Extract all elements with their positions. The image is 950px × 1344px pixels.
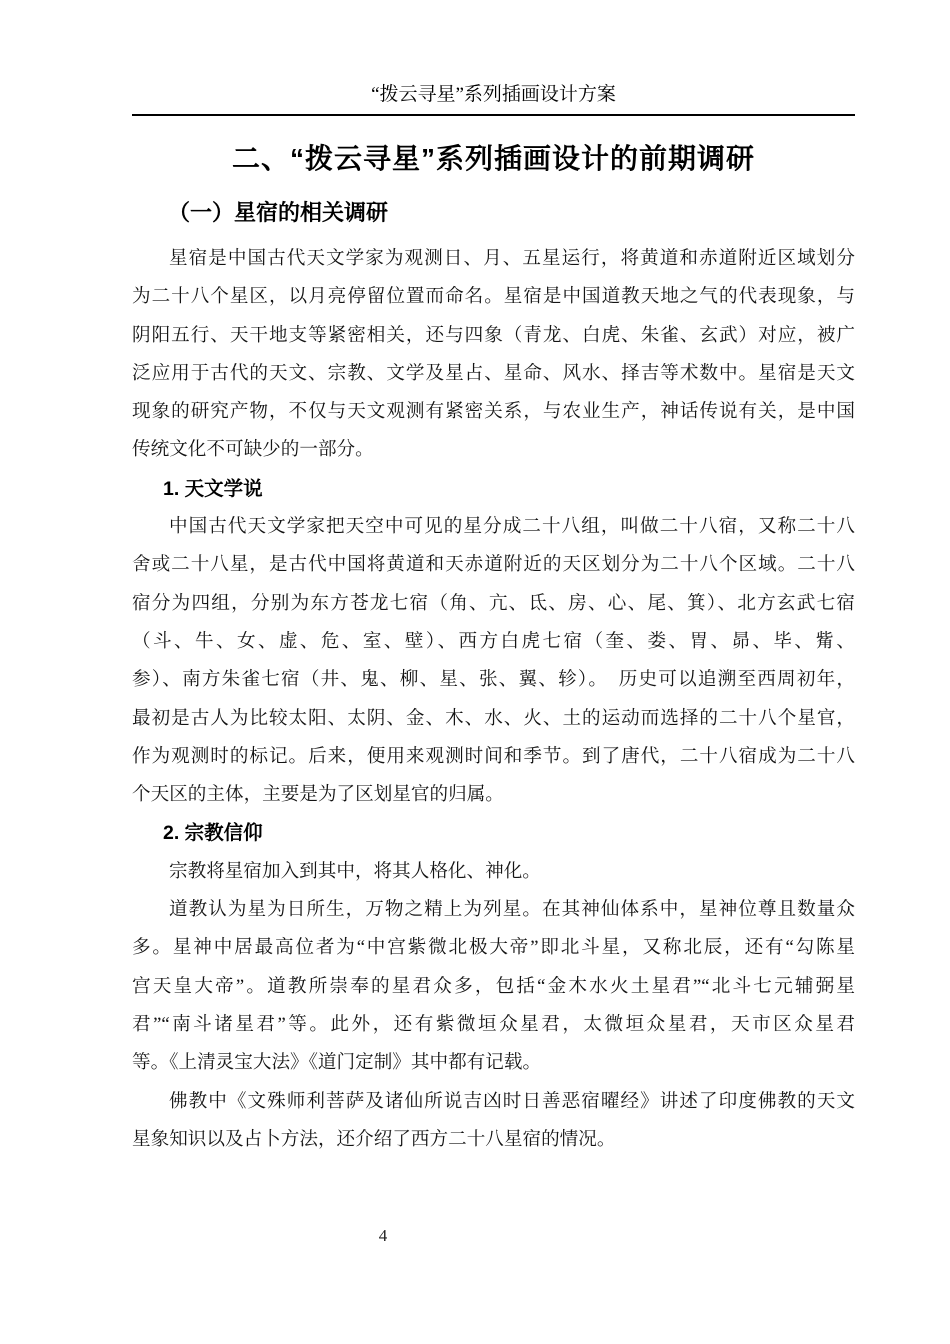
body-line: 道教认为星为日所生，万物之精上为列星。在其神仙体系中，星神位尊且数量众 (169, 899, 855, 921)
body-line: 君”“南斗诸星君”等。此外，还有紫微垣众星君，太微垣众星君，天市区众星君 (132, 1013, 855, 1035)
body-line: 等。《上清灵宝大法》《道门定制》其中都有记载。 (132, 1052, 542, 1074)
page-title: 二、“拨云寻星”系列插画设计的前期调研 (231, 143, 755, 174)
body-line: 舍或二十八星，是古代中国将黄道和天赤道附近的天区划分为二十八个区域。二十八 (132, 554, 855, 576)
body-line: 星象知识以及占卜方法，还介绍了西方二十八星宿的情况。 (132, 1128, 616, 1150)
body-line: 多。星神中居最高位者为“中宫紫微北极大帝”即北斗星，又称北辰，还有“勾陈星 (132, 937, 855, 959)
sub-heading: 1. 天文学说 (163, 477, 263, 500)
body-line: 宿分为四组，分别为东方苍龙七宿（角、亢、氐、房、心、尾、箕）、北方玄武七宿 (132, 592, 855, 614)
body-line: 中国古代天文学家把天空中可见的星分成二十八组，叫做二十八宿，又称二十八 (169, 516, 855, 538)
body-line: 星宿是中国古代天文学家为观测日、月、五星运行，将黄道和赤道附近区域划分 (169, 248, 855, 269)
body-line: 作为观测时的标记。后来，便用来观测时间和季节。到了唐代，二十八宿成为二十八 (132, 745, 855, 767)
running-header-text: “拨云寻星”系列插画设计方案 (371, 84, 616, 105)
body-line: 佛教中《文殊师利菩萨及诸仙所说吉凶时日善恶宿曜经》讲述了印度佛教的天文 (169, 1090, 855, 1112)
section-heading: （一）星宿的相关调研 (168, 200, 389, 225)
body-line: 阴阳五行、天干地支等紧密相关，还与四象（青龙、白虎、朱雀、玄武）对应，被广 (132, 324, 855, 346)
body-line: 最初是古人为比较太阳、太阴、金、木、水、火、土的运动而选择的二十八个星官， (132, 707, 855, 729)
document-body (132, 240, 855, 1159)
body-line: 参）、南方朱雀七宿（井、鬼、柳、星、张、翼、轸）。 历史可以追溯至西周初年， (132, 669, 855, 691)
body-line: （斗、牛、女、虚、危、室、壁）、西方白虎七宿（奎、娄、胃、昴、毕、觜、 (132, 630, 855, 652)
body-line: 宗教将星宿加入到其中，将其人格化、神化。 (169, 860, 541, 882)
running-header (132, 84, 855, 116)
sub-heading: 2. 宗教信仰 (163, 822, 263, 845)
body-line: 泛应用于古代的天文、宗教、文学及星占、星命、风水、择吉等术数中。星宿是天文 (132, 362, 855, 384)
body-line: 个天区的主体，主要是为了区划星官的归属。 (132, 784, 504, 806)
body-line: 传统文化不可缺少的一部分。 (132, 439, 374, 461)
page-number: 4 (378, 1226, 388, 1245)
body-line: 为二十八个星区，以月亮停留位置而命名。星宿是中国道教天地之气的代表现象，与 (132, 286, 855, 308)
body-line: 宫天皇大帝”。道教所崇奉的星君众多，包括“金木水火土星君”“北斗七元辅弼星 (132, 975, 855, 997)
body-line: 现象的研究产物，不仅与天文观测有紧密关系，与农业生产，神话传说有关，是中国 (132, 401, 855, 423)
